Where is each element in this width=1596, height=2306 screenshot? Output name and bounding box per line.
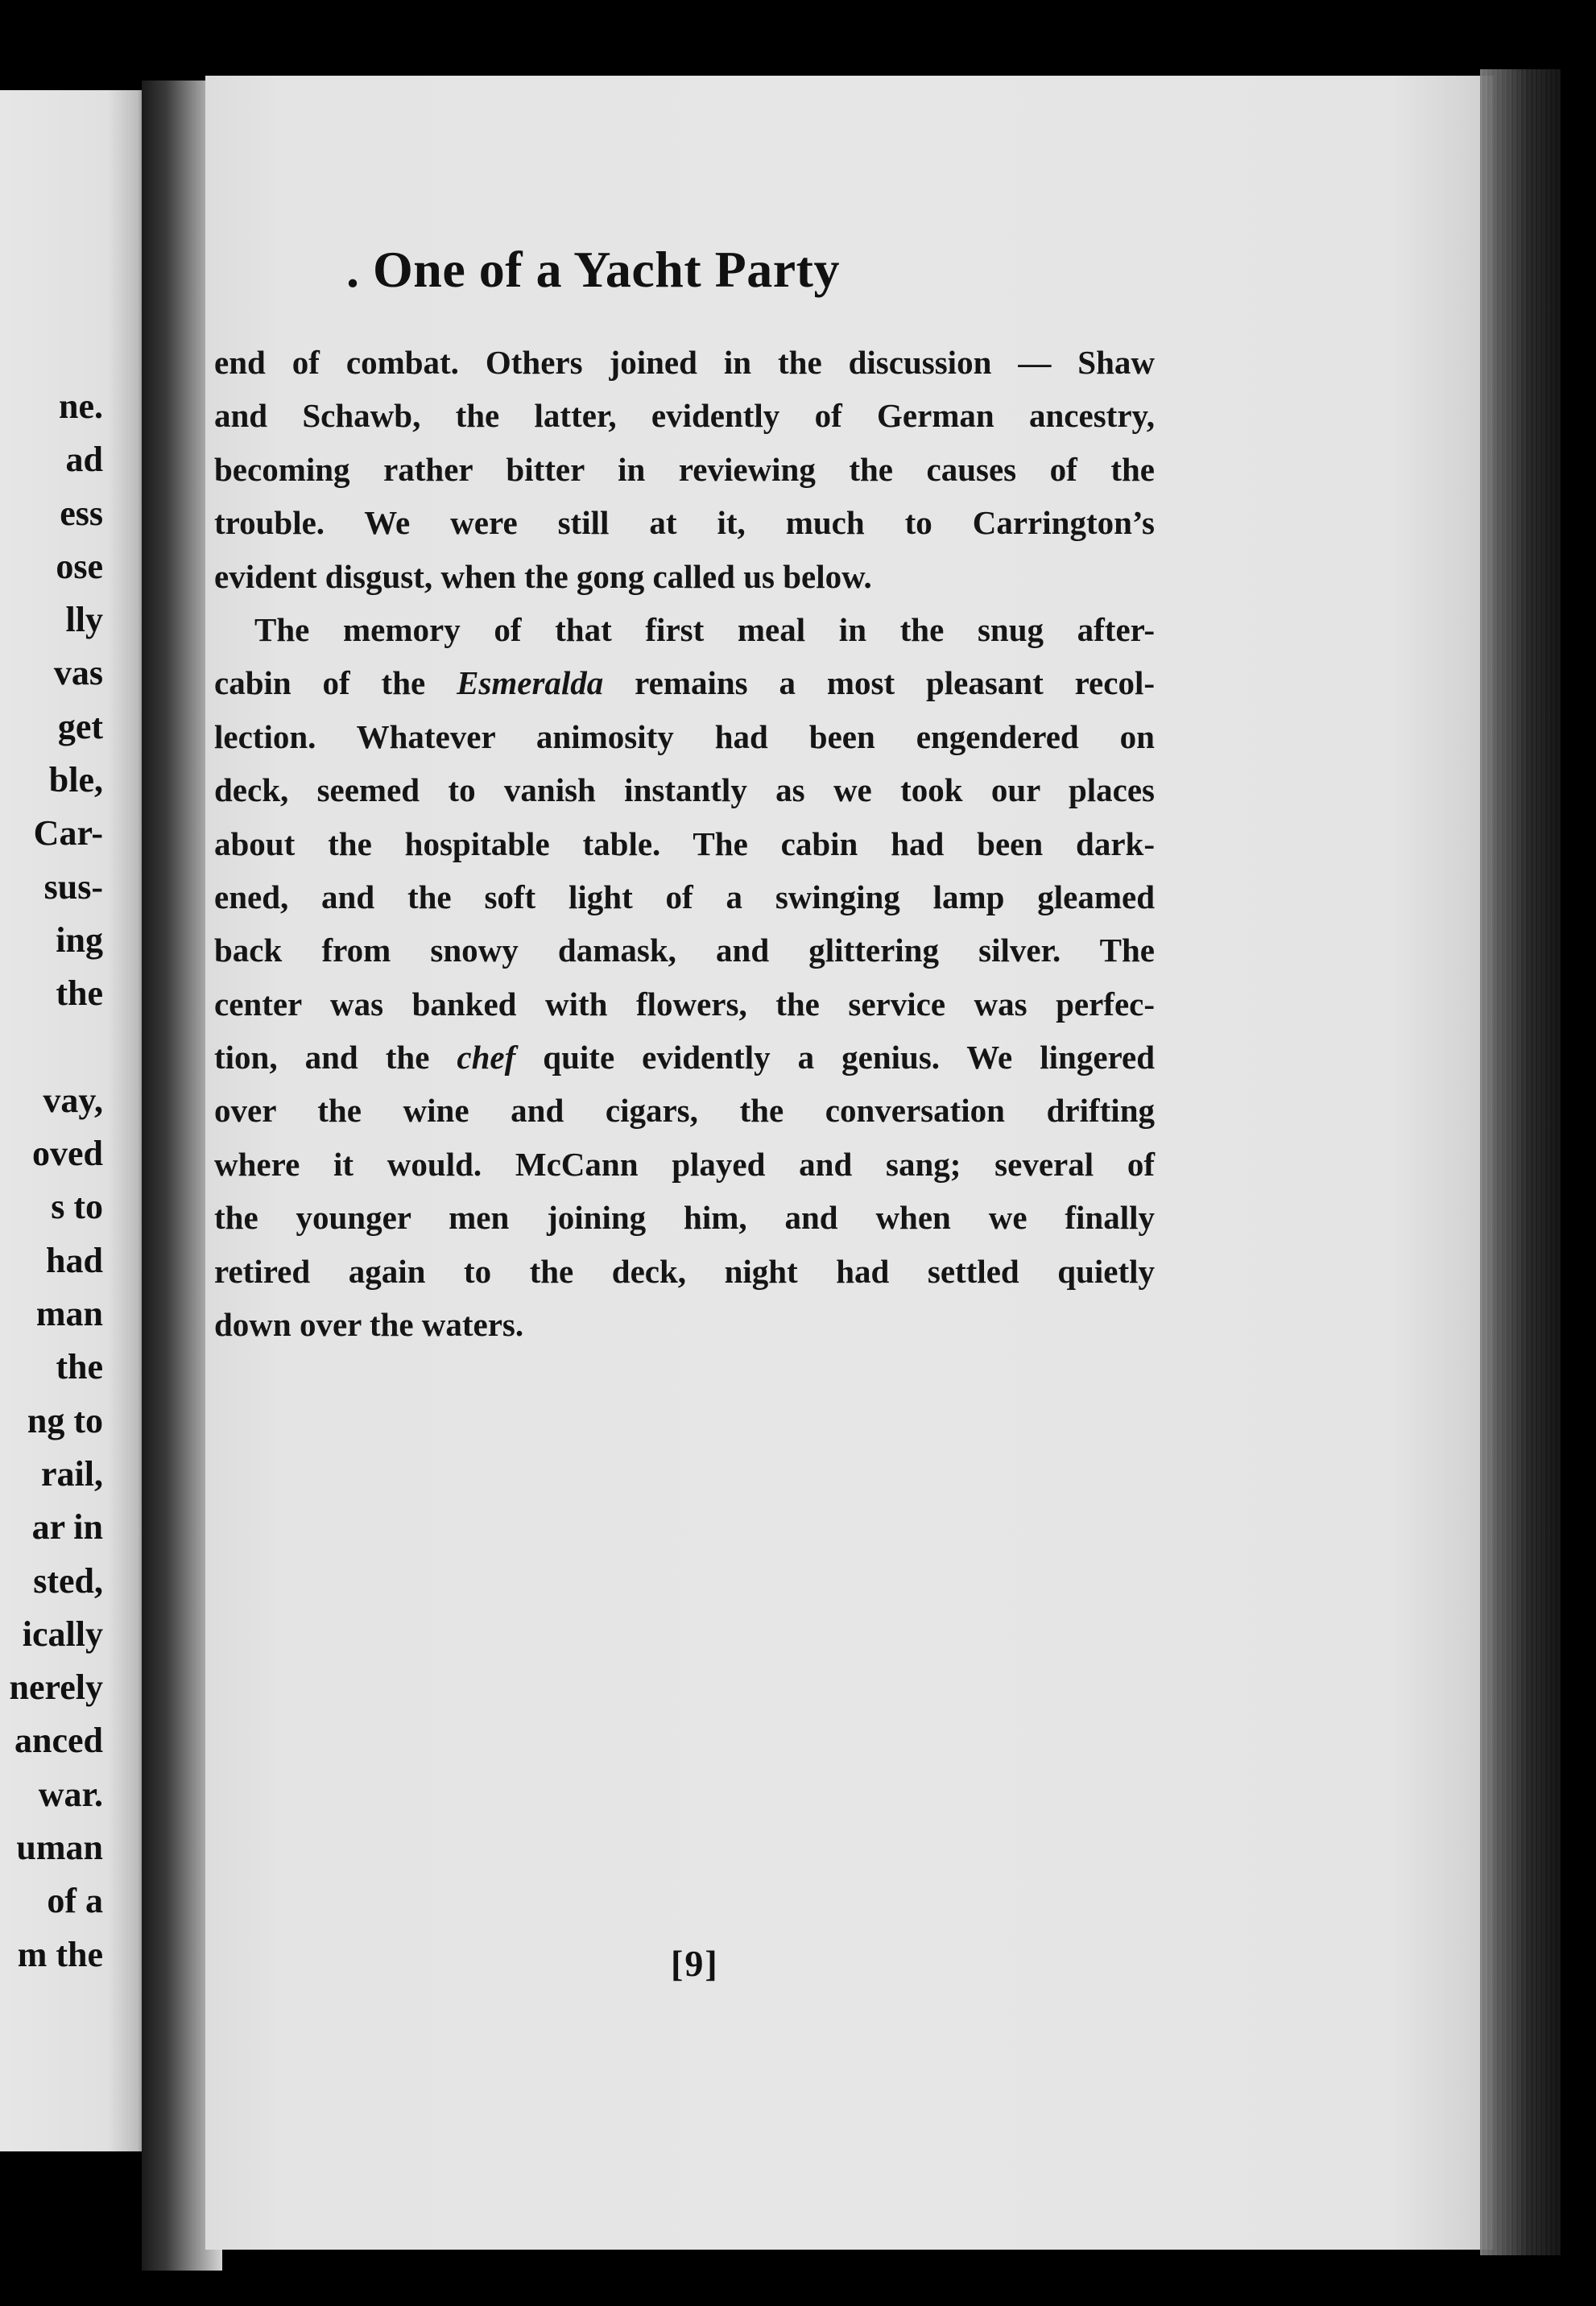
left-page-fragment: s to (51, 1187, 103, 1227)
text-line: down over the waters. (214, 1306, 524, 1344)
text-line: over the wine and cigars, the conversation drifting (214, 1092, 1155, 1130)
left-page-fragment: rail, (41, 1453, 103, 1494)
left-page-fragment: anced (14, 1721, 103, 1761)
text-line: trouble. We were still at it, much to Carrington’s (214, 504, 1155, 542)
left-page-fragment: vay, (43, 1080, 103, 1120)
text-line-with-italic (214, 656, 1155, 709)
text-line: deck, seemed to vanish instantly as we took our places (214, 771, 1155, 809)
left-page-fragment: the (56, 1347, 103, 1387)
page-edges-stack (1480, 69, 1561, 2255)
body-text (214, 336, 1155, 1351)
left-page-fragment: oved (32, 1134, 103, 1174)
left-page-fragment: lly (65, 600, 103, 640)
text-line: lection. Whatever animosity had been engendered on (214, 717, 1155, 755)
left-page-fragment: had (46, 1240, 103, 1280)
running-head: . One of a Yacht Party (346, 241, 840, 298)
text-line: evident disgust, when the gong called us below. (214, 557, 872, 595)
text-line: and Schawb, the latter, evidently of German ancestry, (214, 397, 1155, 435)
left-page-fragment: ically (22, 1614, 103, 1654)
text-line: becoming rather bitter in reviewing the causes of the (214, 450, 1155, 488)
text-line: center was banked with flowers, the service was perfec- (214, 985, 1155, 1023)
left-facing-page (0, 90, 153, 2151)
text-line-with-italic (214, 1031, 1155, 1084)
left-page-fragment: ble, (48, 760, 103, 800)
text-segment: cabin of the (214, 664, 457, 702)
text-line: retired again to the deck, night had settled quietly (214, 1252, 1155, 1290)
text-line: end of combat. Others joined in the discussion — Shaw (214, 344, 1155, 381)
left-page-fragment: sus- (43, 866, 103, 907)
left-page-fragment: m the (17, 1934, 103, 1974)
left-page-fragment: man (35, 1294, 103, 1334)
text-line: ened, and the soft light of a swinging lamp gleamed (214, 878, 1155, 915)
text-line: The memory of that first meal in the snug after- (254, 610, 1155, 648)
text-line: the younger men joining him, and when we finally (214, 1199, 1155, 1237)
left-page-fragment: Car- (33, 813, 103, 853)
left-page-fragment: ing (56, 920, 103, 960)
text-line: where it would. McCann played and sang; several of (214, 1145, 1155, 1183)
page-number: [9] (671, 1943, 719, 1984)
left-page-fragment: sted, (33, 1560, 103, 1601)
left-page-fragment: ose (56, 546, 103, 586)
left-page-fragment: get (57, 706, 103, 746)
text-segment: remains a most pleasant recol- (603, 664, 1155, 702)
left-page-fragment: ng to (27, 1400, 103, 1440)
left-page-fragment: ad (65, 440, 103, 480)
text-line: back from snowy damask, and glittering silver. The (214, 932, 1155, 969)
text-segment: tion, and the (214, 1039, 457, 1077)
left-page-fragment: vas (53, 653, 103, 693)
left-page-fragment: ar in (31, 1507, 103, 1548)
left-page-fragment: uman (16, 1828, 103, 1868)
italic-word-chef: chef (457, 1039, 516, 1077)
left-page-text-fragments (10, 380, 104, 1982)
left-page-fragment: the (56, 973, 103, 1014)
left-page-fragment: war. (38, 1774, 103, 1814)
left-page-fragment: of a (47, 1881, 103, 1921)
italic-ship-name: Esmeralda (457, 664, 604, 702)
text-segment: quite evidently a genius. We lingered (515, 1039, 1156, 1077)
left-page-fragment (10, 1021, 104, 1074)
left-page-fragment: ne. (59, 386, 103, 426)
left-page-fragment: nerely (9, 1668, 103, 1708)
left-page-fragment: ess (60, 493, 103, 533)
text-line: about the hospitable table. The cabin had been dark- (214, 824, 1155, 862)
